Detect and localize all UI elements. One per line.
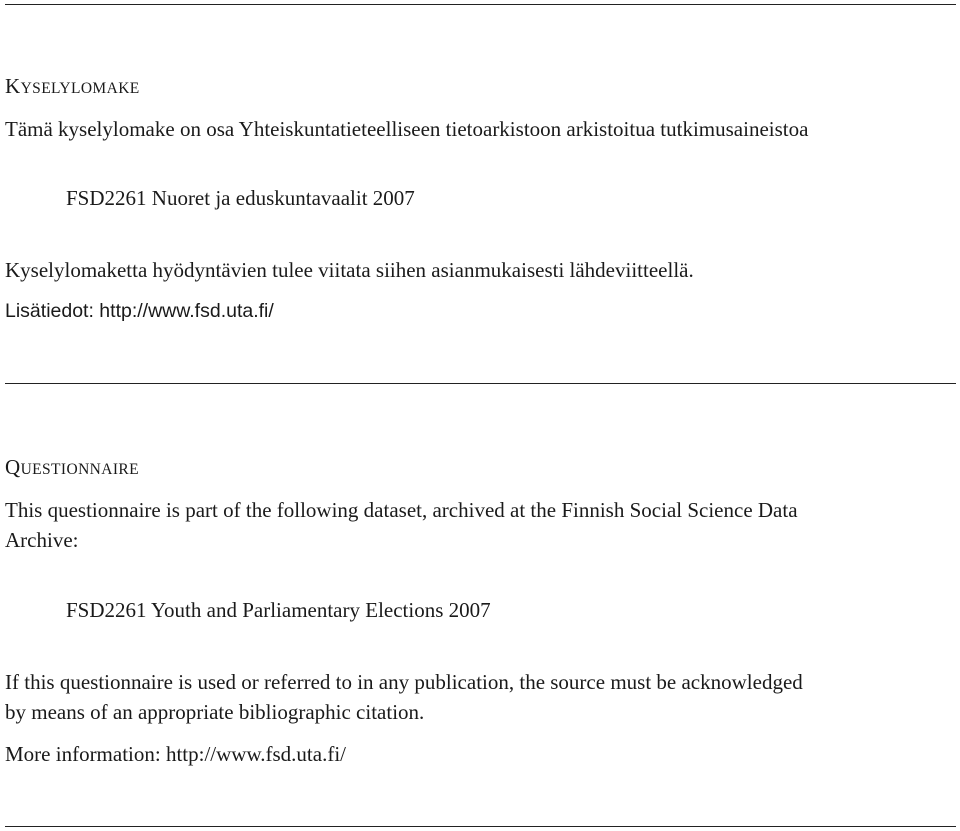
english-dataset-title: FSD2261 Youth and Parliamentary Elections 2007 <box>66 598 491 622</box>
english-intro-line2: Archive: <box>5 528 79 552</box>
middle-divider <box>5 383 956 384</box>
top-divider <box>5 4 956 5</box>
english-heading <box>5 452 139 485</box>
bottom-divider <box>5 826 956 827</box>
finnish-dataset-title: FSD2261 Nuoret ja eduskuntavaalit 2007 <box>66 186 415 210</box>
english-citation-line1: If this questionnaire is used or referred to in any publication, the source must be acknowledged <box>5 670 803 694</box>
english-citation-line2: by means of an appropriate bibliographic citation. <box>5 700 425 724</box>
finnish-heading-initial: K <box>5 74 21 98</box>
finnish-intro: Tämä kyselylomake on osa Yhteiskuntatieteelliseen tietoarkistoon arkistoitua tutkimusaineistoa <box>5 117 809 141</box>
english-intro-line1: This questionnaire is part of the following dataset, archived at the Finnish Social Science Data <box>5 498 798 522</box>
finnish-heading-rest: YSELYLOMAKE <box>20 80 140 97</box>
finnish-heading <box>5 71 140 104</box>
english-heading-initial: Q <box>5 455 21 479</box>
finnish-citation-note: Kyselylomaketta hyödyntävien tulee viitata siihen asianmukaisesti lähdeviitteellä. <box>5 258 694 282</box>
finnish-more-info: Lisätiedot: http://www.fsd.uta.fi/ <box>5 300 274 322</box>
english-heading-rest: UESTIONNAIRE <box>20 461 140 478</box>
english-more-info: More information: http://www.fsd.uta.fi/ <box>5 742 347 766</box>
